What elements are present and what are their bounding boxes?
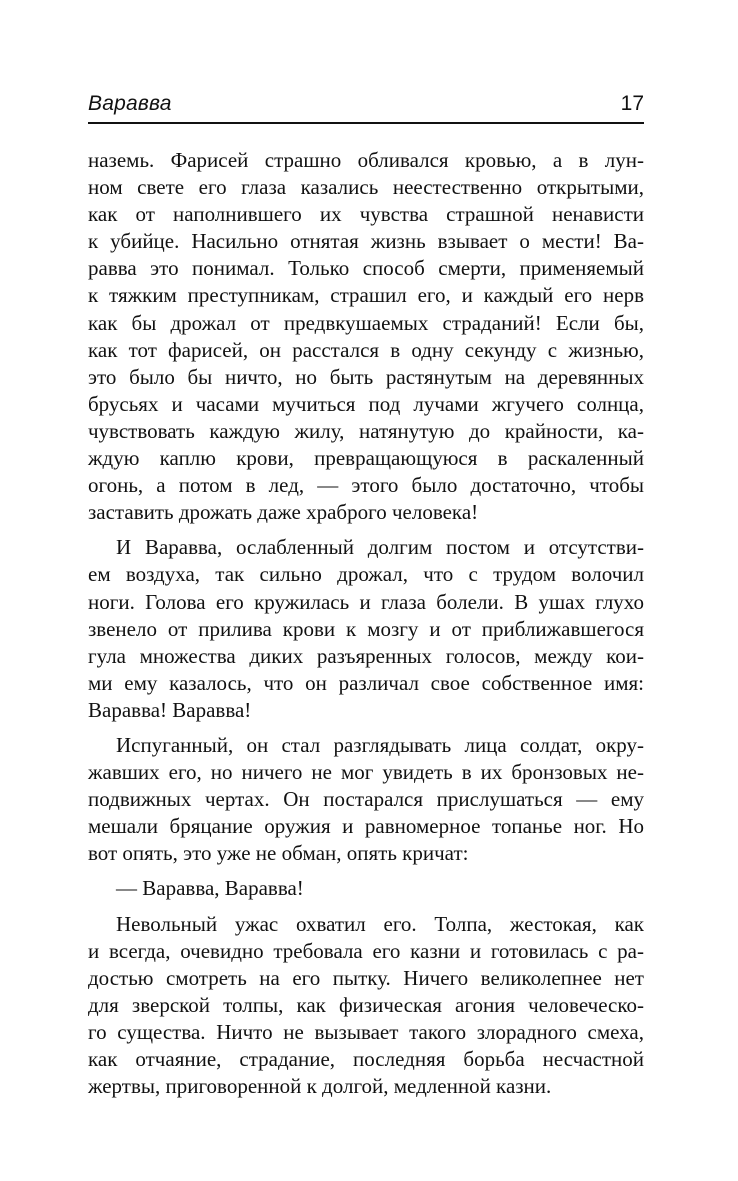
text-line: гула множества диких разъяренных голосов, между кои- xyxy=(88,643,644,668)
text-line: это было бы ничто, но быть растянутым на деревянных xyxy=(88,364,644,389)
text-line: подвижных чертах. Он постарался прислушаться — ему xyxy=(88,787,644,812)
text-line: как отчаяние, страдание, последняя борьба несчастной xyxy=(88,1047,644,1071)
text-line: как от наполнившего их чувства страшной ненависти xyxy=(88,202,644,227)
book-page xyxy=(88,88,644,1108)
text-line: мешали бряцание оружия и равномерное топанье ног. Но xyxy=(88,814,644,839)
text-line: Испуганный, он стал разглядывать лица солдат, окру- xyxy=(116,732,644,757)
text-line: И Варавва, ослабленный долгим постом и отсутстви- xyxy=(116,535,644,560)
text-line: Невольный ужас охватил его. Толпа, жестокая, как xyxy=(116,911,644,936)
text-line: жавших его, но ничего не мог увидеть в их бронзовых не- xyxy=(88,760,644,785)
text-line: огонь, а потом в лед, — этого было достаточно, чтобы xyxy=(88,473,644,498)
text-line: — Варавва, Варавва! xyxy=(116,876,304,901)
text-line: брусьях и часами мучиться под лучами жгучего солнца, xyxy=(88,391,644,416)
paragraph xyxy=(88,875,644,902)
text-line: как тот фарисей, он расстался в одну секунду с жизнью, xyxy=(88,337,644,362)
text-line: вот опять, это уже не обман, опять кричат: xyxy=(88,841,469,866)
text-line: ми ему казалось, что он различал свое собственное имя: xyxy=(88,670,644,695)
text-line: к убийце. Насильно отнятая жизнь взывает о мести! Ва- xyxy=(88,229,644,254)
paragraph xyxy=(88,534,644,724)
text-line: для зверской толпы, как физическая агония человеческо- xyxy=(88,992,644,1017)
text-line: равва это понимал. Только способ смерти, применяемый xyxy=(88,256,644,281)
text-line: к тяжким преступникам, страшил его, и каждый его нерв xyxy=(88,283,644,308)
page-header xyxy=(88,88,644,124)
text-line: и всегда, очевидно требовала его казни и готовилась с ра- xyxy=(88,938,644,963)
paragraph xyxy=(88,147,644,526)
paragraph xyxy=(88,911,644,1101)
text-line: жертвы, приговоренной к долгой, медленной казни. xyxy=(88,1074,552,1099)
text-line: ном свете его глаза казались неестественно открытыми, xyxy=(88,175,644,200)
running-title: Варавва xyxy=(88,92,172,115)
text-line: наземь. Фарисей страшно обливался кровью, а в лун- xyxy=(88,148,644,172)
text-line: заставить дрожать даже храброго человека! xyxy=(88,500,479,525)
text-line: ноги. Голова его кружилась и глаза болели. В ушах глухо xyxy=(88,589,644,614)
text-line: чувствовать каждую жилу, натянутую до крайности, ка- xyxy=(88,418,644,443)
text-line: достью смотреть на его пытку. Ничего великолепнее нет xyxy=(88,965,644,990)
text-line: ем воздуха, так сильно дрожал, что с трудом волочил xyxy=(88,562,644,587)
text-line: Варавва! Варавва! xyxy=(88,697,252,722)
body-text xyxy=(88,147,644,1100)
text-line: звенело от прилива крови к мозгу и от приближавшегося xyxy=(88,616,644,641)
page-number: 17 xyxy=(620,92,644,115)
text-line: как бы дрожал от предвкушаемых страданий! Если бы, xyxy=(88,310,644,335)
text-line: го существа. Ничто не вызывает такого злорадного смеха, xyxy=(88,1019,644,1044)
text-line: ждую каплю крови, превращающуюся в раскаленный xyxy=(88,446,644,471)
paragraph xyxy=(88,732,644,867)
